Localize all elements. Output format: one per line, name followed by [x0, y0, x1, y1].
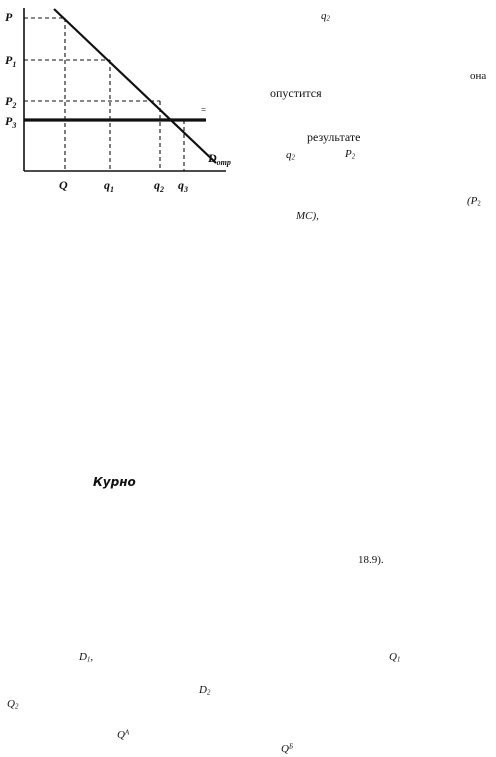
label-p3: $P_3$ — [5, 114, 17, 130]
label-q2: $q_2$ — [154, 178, 164, 194]
fragment-q2-bottom: $Q_2$ — [7, 698, 19, 711]
label-p1: $P_1$ — [5, 53, 17, 69]
label-demand: $D_{отр}$ — [208, 151, 231, 167]
fragment-q2-top: $q_2$ — [321, 10, 330, 23]
label-q3: $q_3$ — [178, 178, 188, 194]
dashed-guides — [24, 18, 184, 171]
demand-line — [54, 9, 216, 163]
fragment-d2: $D_2$ — [199, 684, 211, 697]
fragment-p2-mid: $P_2$ — [345, 148, 356, 161]
label-q1: $q_1$ — [104, 178, 114, 194]
label-p: P — [5, 10, 13, 24]
equals-mark: = — [201, 105, 207, 115]
fragment-paren-p2: ($P_2$ — [467, 195, 481, 208]
fragment-qa: $Q^A$ — [117, 729, 130, 741]
label-p2: $P_2$ — [5, 94, 17, 110]
fragment-mc: MC), — [296, 210, 319, 222]
fragment-qb: $Q^Б$ — [281, 743, 293, 755]
fragment-q2-mid: $q_2$ — [286, 149, 295, 162]
price-quantity-diagram — [0, 0, 240, 200]
fragment-opustitsya: опустится — [270, 86, 322, 100]
label-q: Q — [59, 178, 68, 192]
fragment-d1: $D_1$, — [79, 651, 94, 664]
fragment-ona: она — [470, 70, 487, 82]
fragment-kurno: Курно — [93, 475, 136, 489]
fragment-rezultate: результате — [307, 130, 361, 144]
fragment-18-9: 18.9). — [358, 554, 384, 566]
fragment-q1: $Q_1$ — [389, 651, 401, 664]
